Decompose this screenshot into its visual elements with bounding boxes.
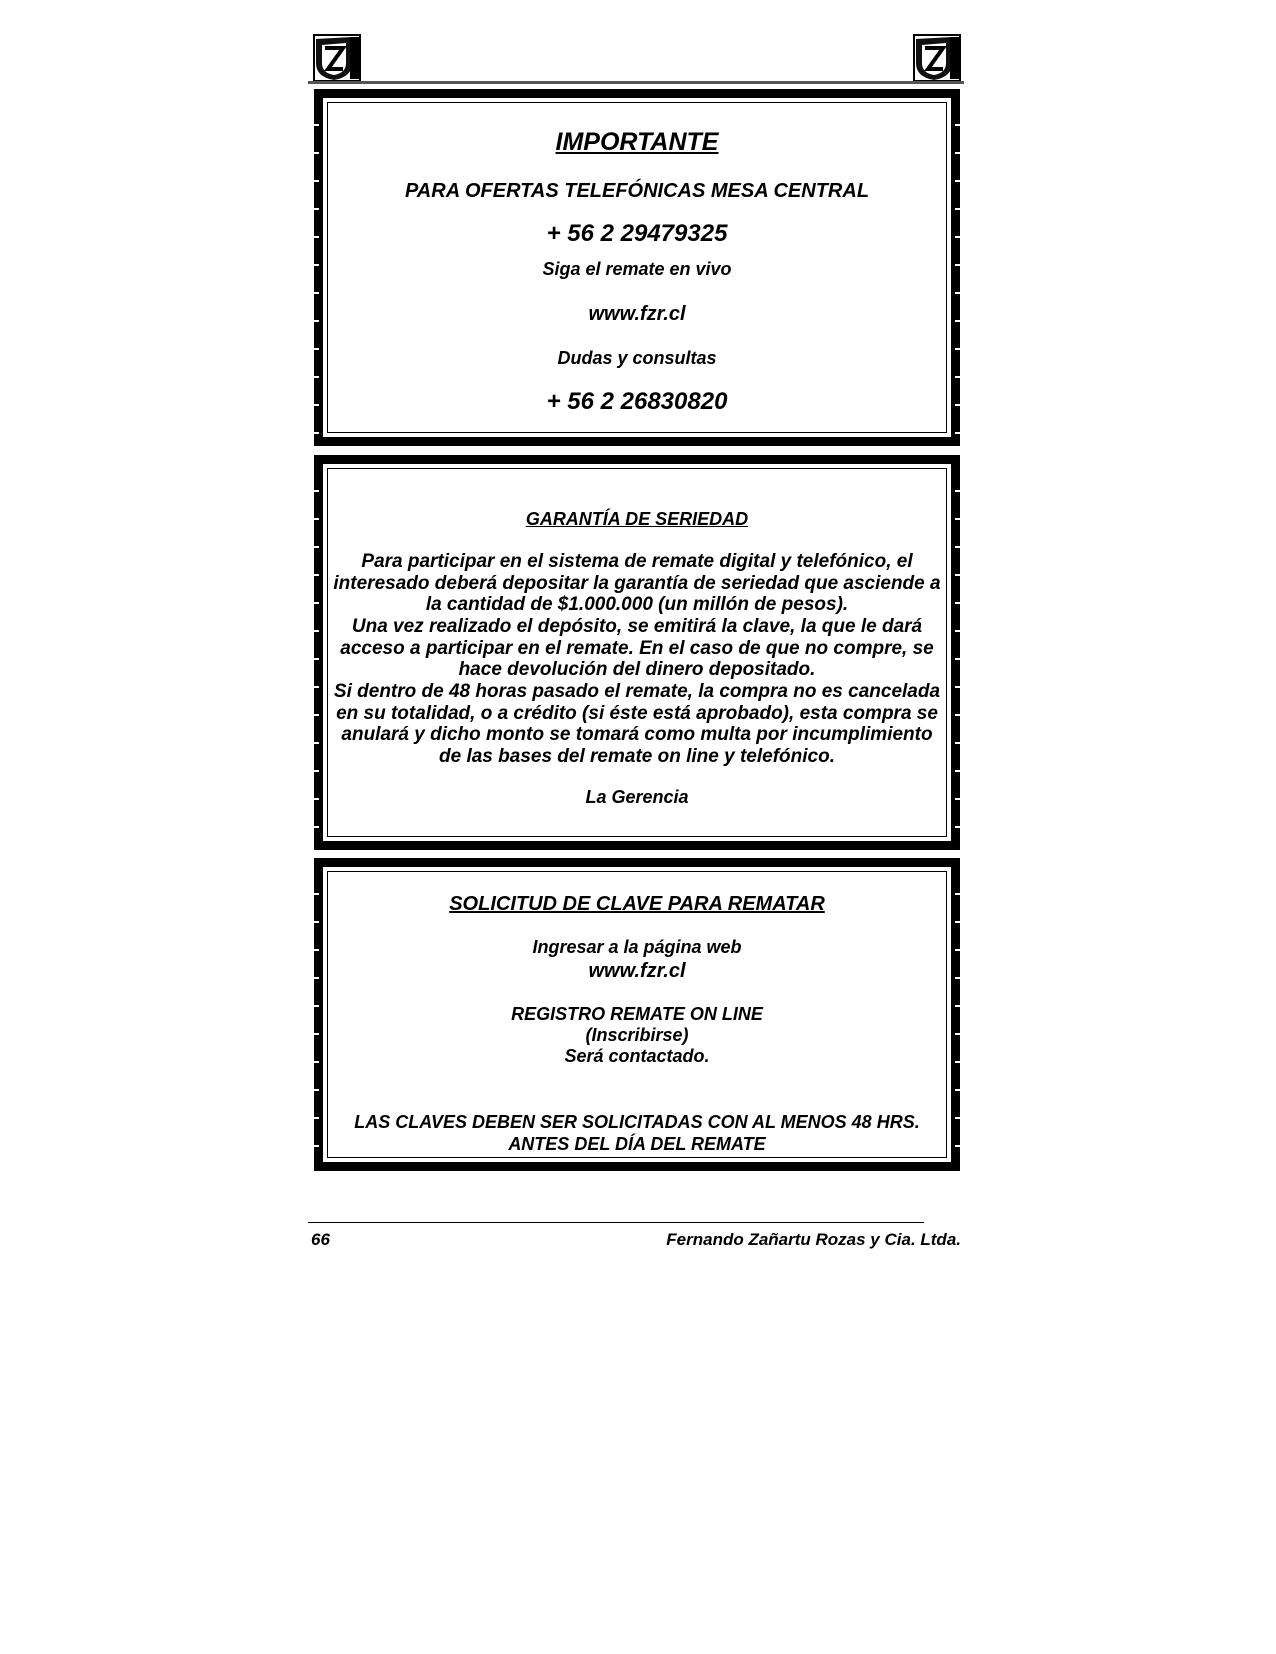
notice-line: ANTES DEL DÍA DEL REMATE — [508, 1134, 766, 1154]
notice-line: LAS CLAVES DEBEN SER SOLICITADAS CON AL MENOS 48 HRS. — [354, 1112, 920, 1132]
company-name: Fernando Zañartu Rozas y Cia. Ltda. — [666, 1230, 961, 1249]
frame-edge — [314, 98, 319, 437]
frame-edge — [314, 867, 319, 1162]
guarantee-paragraph: Para participar en el sistema de remate digital y telefónico, el interesado deberá depositar la garantía de seriedad que asciende a la cantidad de $1.000.000 (un millón de pesos). — [333, 551, 941, 615]
website-link[interactable]: www.fzr.cl — [588, 960, 686, 982]
important-title: IMPORTANTE — [555, 128, 719, 156]
guarantee-paragraph: Si dentro de 48 horas pasado el remate, la compra no es cancelada en su totalidad, o a crédito (si éste está aprobado), esta compra se anulará y dicho monto se tomará como multa por incumplimiento de las bases del remate on line y telefónico. — [333, 681, 941, 767]
password-request-title: SOLICITUD DE CLAVE PARA REMATAR — [449, 893, 825, 915]
questions-label: Dudas y consultas — [557, 348, 717, 368]
company-logo-right — [912, 33, 962, 83]
frame-edge — [955, 98, 960, 437]
website-link[interactable]: www.fzr.cl — [588, 303, 686, 325]
registration-label: REGISTRO REMATE ON LINE — [511, 1004, 763, 1024]
guarantee-box — [314, 455, 960, 850]
live-auction-label: Siga el remate en vivo — [542, 259, 732, 279]
instruction-text: Ingresar a la página web — [532, 937, 742, 957]
phone-offers-subtitle: PARA OFERTAS TELEFÓNICAS MESA CENTRAL — [404, 180, 870, 202]
frame-edge — [314, 464, 319, 841]
header-rule — [308, 81, 964, 84]
frame-edge — [955, 867, 960, 1162]
page-number: 66 — [311, 1230, 330, 1249]
company-logo-left — [312, 33, 362, 83]
important-box — [314, 89, 960, 446]
contact-label: Será contactado. — [564, 1046, 710, 1066]
central-phone-number: + 56 2 29479325 — [546, 220, 728, 247]
questions-phone-number: + 56 2 26830820 — [546, 388, 728, 415]
footer-rule — [308, 1222, 924, 1223]
signature: La Gerencia — [585, 787, 689, 807]
password-request-box — [314, 858, 960, 1171]
guarantee-title: GARANTÍA DE SERIEDAD — [525, 509, 749, 529]
guarantee-paragraph: Una vez realizado el depósito, se emitirá la clave, la que le dará acceso a participar en el remate. En el caso de que no compre, se hace devolución del dinero depositado. — [340, 616, 934, 680]
frame-edge — [955, 464, 960, 841]
signup-label: (Inscribirse) — [585, 1025, 689, 1045]
